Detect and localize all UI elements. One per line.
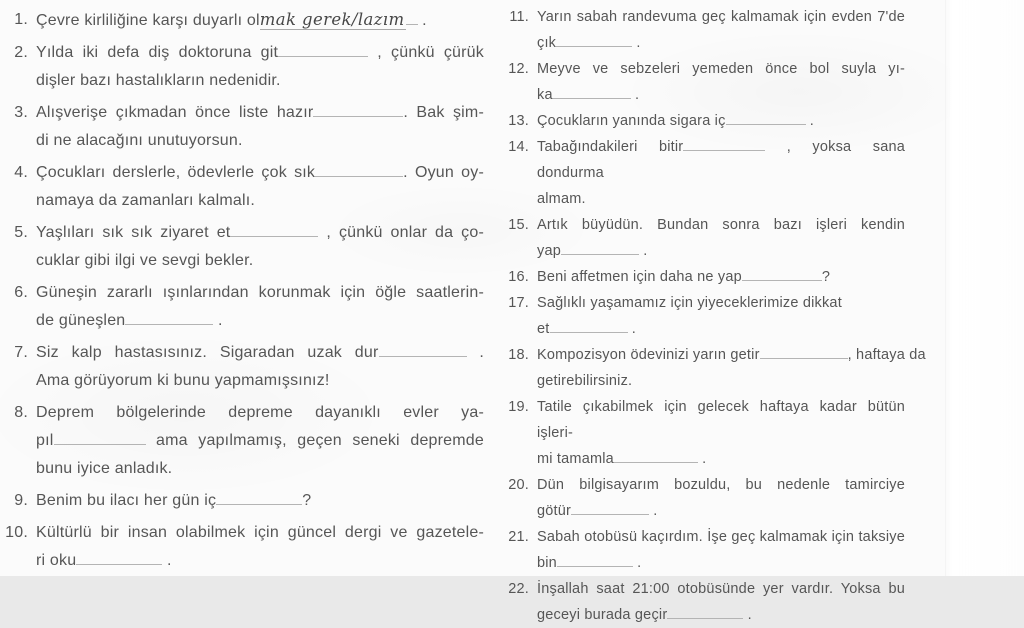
blank-line: [553, 95, 631, 99]
item-line: Tabağındakileri bitir , yoksa sana dondurma: [537, 139, 905, 181]
item-line: dişler bazı hastalıkların nedenidir.: [36, 72, 281, 89]
blank-line: [406, 21, 418, 25]
exercise-item: [503, 4, 907, 56]
exercise-item: [503, 56, 907, 108]
item-number: 21.: [508, 529, 529, 545]
item-text: [36, 39, 484, 95]
item-number: 18.: [508, 347, 529, 363]
blank-line: [54, 441, 146, 445]
item-line: götür .: [537, 503, 658, 519]
item-line: geceyi burada geçir .: [537, 607, 752, 623]
item-line: yap .: [537, 243, 648, 259]
item-line: Sabah otobüsü kaçırdım. İşe geç kalmamak için taksiye: [537, 529, 905, 545]
item-line: Kompozisyon ödevinizi yarın getir , haftaya da: [537, 347, 926, 363]
item-line: Ama görüyorum ki bunu yapmamışsınız!: [36, 372, 330, 389]
item-line: cuklar gibi ilgi ve sevgi bekler.: [36, 252, 254, 269]
blank-line: [230, 233, 318, 237]
exercise-item: [4, 99, 490, 155]
blank-line: [667, 615, 743, 619]
item-number: 20.: [508, 477, 529, 493]
item-text: [36, 279, 484, 335]
item-line: Dün bilgisayarım bozuldu, bu nedenle tamirciye: [537, 477, 905, 493]
item-line: namaya da zamanları kalmalı.: [36, 192, 256, 209]
item-text: [36, 399, 484, 483]
blank-line: [760, 355, 848, 359]
item-text: [537, 212, 905, 264]
exercise-item: [4, 219, 490, 275]
exercise-item: [4, 399, 490, 483]
exercise-item: [503, 212, 907, 264]
exercise-column-left: [4, 0, 490, 579]
exercise-item: [503, 472, 907, 524]
blank-line: [556, 43, 632, 47]
item-text: [537, 264, 905, 290]
item-number: 9.: [14, 492, 28, 509]
item-number: 15.: [508, 217, 529, 233]
item-line: Beni affetmen için daha ne yap ?: [537, 269, 831, 285]
item-line: Sağlıklı yaşamamız için yiyeceklerimize dikkat: [537, 295, 842, 311]
blank-line: [76, 561, 162, 565]
blank-line: [726, 121, 806, 125]
item-number: 8.: [14, 404, 28, 421]
blank-line: [125, 321, 213, 325]
blank-line: [379, 353, 467, 357]
item-number: 10.: [5, 524, 28, 541]
blank-line: [315, 173, 403, 177]
item-text: [537, 576, 905, 628]
item-number: 3.: [14, 104, 28, 121]
item-line: Deprem bölgelerinde depreme dayanıklı evler ya-: [36, 404, 484, 421]
blank-line: [683, 147, 765, 151]
item-line: ka .: [537, 87, 640, 103]
item-line: di ne alacağını unutuyorsun.: [36, 132, 243, 149]
item-text: [537, 108, 905, 134]
item-line: Yaşlıları sık sık ziyaret et , çünkü onlar da ço-: [36, 224, 484, 241]
item-text: [537, 472, 905, 524]
item-line: Benim bu ilacı her gün iç ?: [36, 492, 312, 509]
page-edge-shadow: [945, 0, 1024, 576]
blank-line: [313, 113, 403, 117]
blank-line: [216, 501, 302, 505]
item-line: almam.: [537, 191, 586, 207]
item-line: mi tamamla .: [537, 451, 707, 467]
item-number: 6.: [14, 284, 28, 301]
item-line: ri oku .: [36, 552, 172, 569]
item-text: [537, 524, 905, 576]
item-line: de güneşlen .: [36, 312, 223, 329]
item-number: 22.: [508, 581, 529, 597]
item-line: Yarın sabah randevuma geç kalmamak için evden 7'de: [537, 9, 905, 25]
item-line: Artık büyüdün. Bundan sonra bazı işleri kendin: [537, 217, 905, 233]
item-text: [36, 519, 484, 575]
blank-line: [742, 277, 822, 281]
item-number: 14.: [508, 139, 529, 155]
item-number: 4.: [14, 164, 28, 181]
item-text: [537, 4, 905, 56]
item-text: [36, 487, 484, 515]
item-number: 7.: [14, 344, 28, 361]
exercise-item: [503, 394, 907, 472]
item-line: Alışverişe çıkmadan önce liste hazır . Bak şim-: [36, 104, 484, 121]
exercise-item: [4, 6, 490, 35]
item-line: bin .: [537, 555, 642, 571]
item-number: 16.: [508, 269, 529, 285]
blank-line: [614, 459, 698, 463]
item-line: İnşallah saat 21:00 otobüsünde yer vardır. Yoksa bu: [537, 581, 905, 597]
item-line: pıl ama yapılmamış, geçen seneki depremde: [36, 432, 484, 449]
exercise-item: [503, 576, 907, 628]
item-line: Yılda iki defa diş doktoruna git , çünkü çürük: [36, 44, 484, 61]
blank-line: [557, 563, 633, 567]
item-text: [537, 290, 905, 342]
handwritten-answer: mak gerek/lazım: [259, 10, 405, 29]
item-text: [537, 342, 926, 394]
item-text: [537, 134, 905, 212]
item-number: 2.: [14, 44, 28, 61]
item-number: 5.: [14, 224, 28, 241]
exercise-item: [503, 290, 907, 342]
item-text: [36, 6, 484, 35]
exercise-item: [4, 339, 490, 395]
item-line: getirebilirsiniz.: [537, 373, 633, 389]
item-line: Çocukların yanında sigara iç .: [537, 113, 815, 129]
exercise-item: [4, 39, 490, 95]
item-line: Tatile çıkabilmek için gelecek haftaya kadar bütün işleri-: [537, 399, 905, 441]
item-line: et .: [537, 321, 636, 337]
exercise-item: [4, 519, 490, 575]
item-number: 12.: [508, 61, 529, 77]
exercise-item: [503, 134, 907, 212]
blank-line: [278, 53, 368, 57]
item-line: çık .: [537, 35, 641, 51]
item-line: Kültürlü bir insan olabilmek için güncel dergi ve gazetele-: [36, 524, 484, 541]
exercise-item: [503, 524, 907, 576]
exercise-item: [4, 487, 490, 515]
item-text: [36, 99, 484, 155]
item-line: Meyve ve sebzeleri yemeden önce bol suyla yı-: [537, 61, 905, 77]
exercise-column-right: [503, 0, 926, 628]
blank-line: [561, 251, 639, 255]
item-text: [537, 56, 905, 108]
exercise-item: [503, 108, 907, 134]
item-text: [36, 159, 484, 215]
item-line: Çevre kirliliğine karşı duyarlı olmak gerek/lazım .: [36, 10, 427, 29]
item-number: 19.: [508, 399, 529, 415]
exercise-item: [4, 159, 490, 215]
item-number: 17.: [508, 295, 529, 311]
item-line: Çocukları derslerle, ödevlerle çok sık . Oyun oy-: [36, 164, 484, 181]
exercise-item: [503, 342, 926, 394]
item-text: [537, 394, 905, 472]
item-text: [36, 219, 484, 275]
blank-line: [571, 511, 649, 515]
item-text: [36, 339, 484, 395]
blank-line: [550, 329, 628, 333]
item-number: 1.: [14, 11, 28, 28]
item-number: 13.: [508, 113, 529, 129]
item-number: 11.: [509, 9, 529, 25]
item-line: Güneşin zararlı ışınlarından korunmak için öğle saatlerin-: [36, 284, 484, 301]
item-line: Siz kalp hastasısınız. Sigaradan uzak dur .: [36, 344, 484, 361]
exercise-item: [4, 279, 490, 335]
exercise-item: [503, 264, 907, 290]
item-line: bunu iyice anladık.: [36, 460, 173, 477]
